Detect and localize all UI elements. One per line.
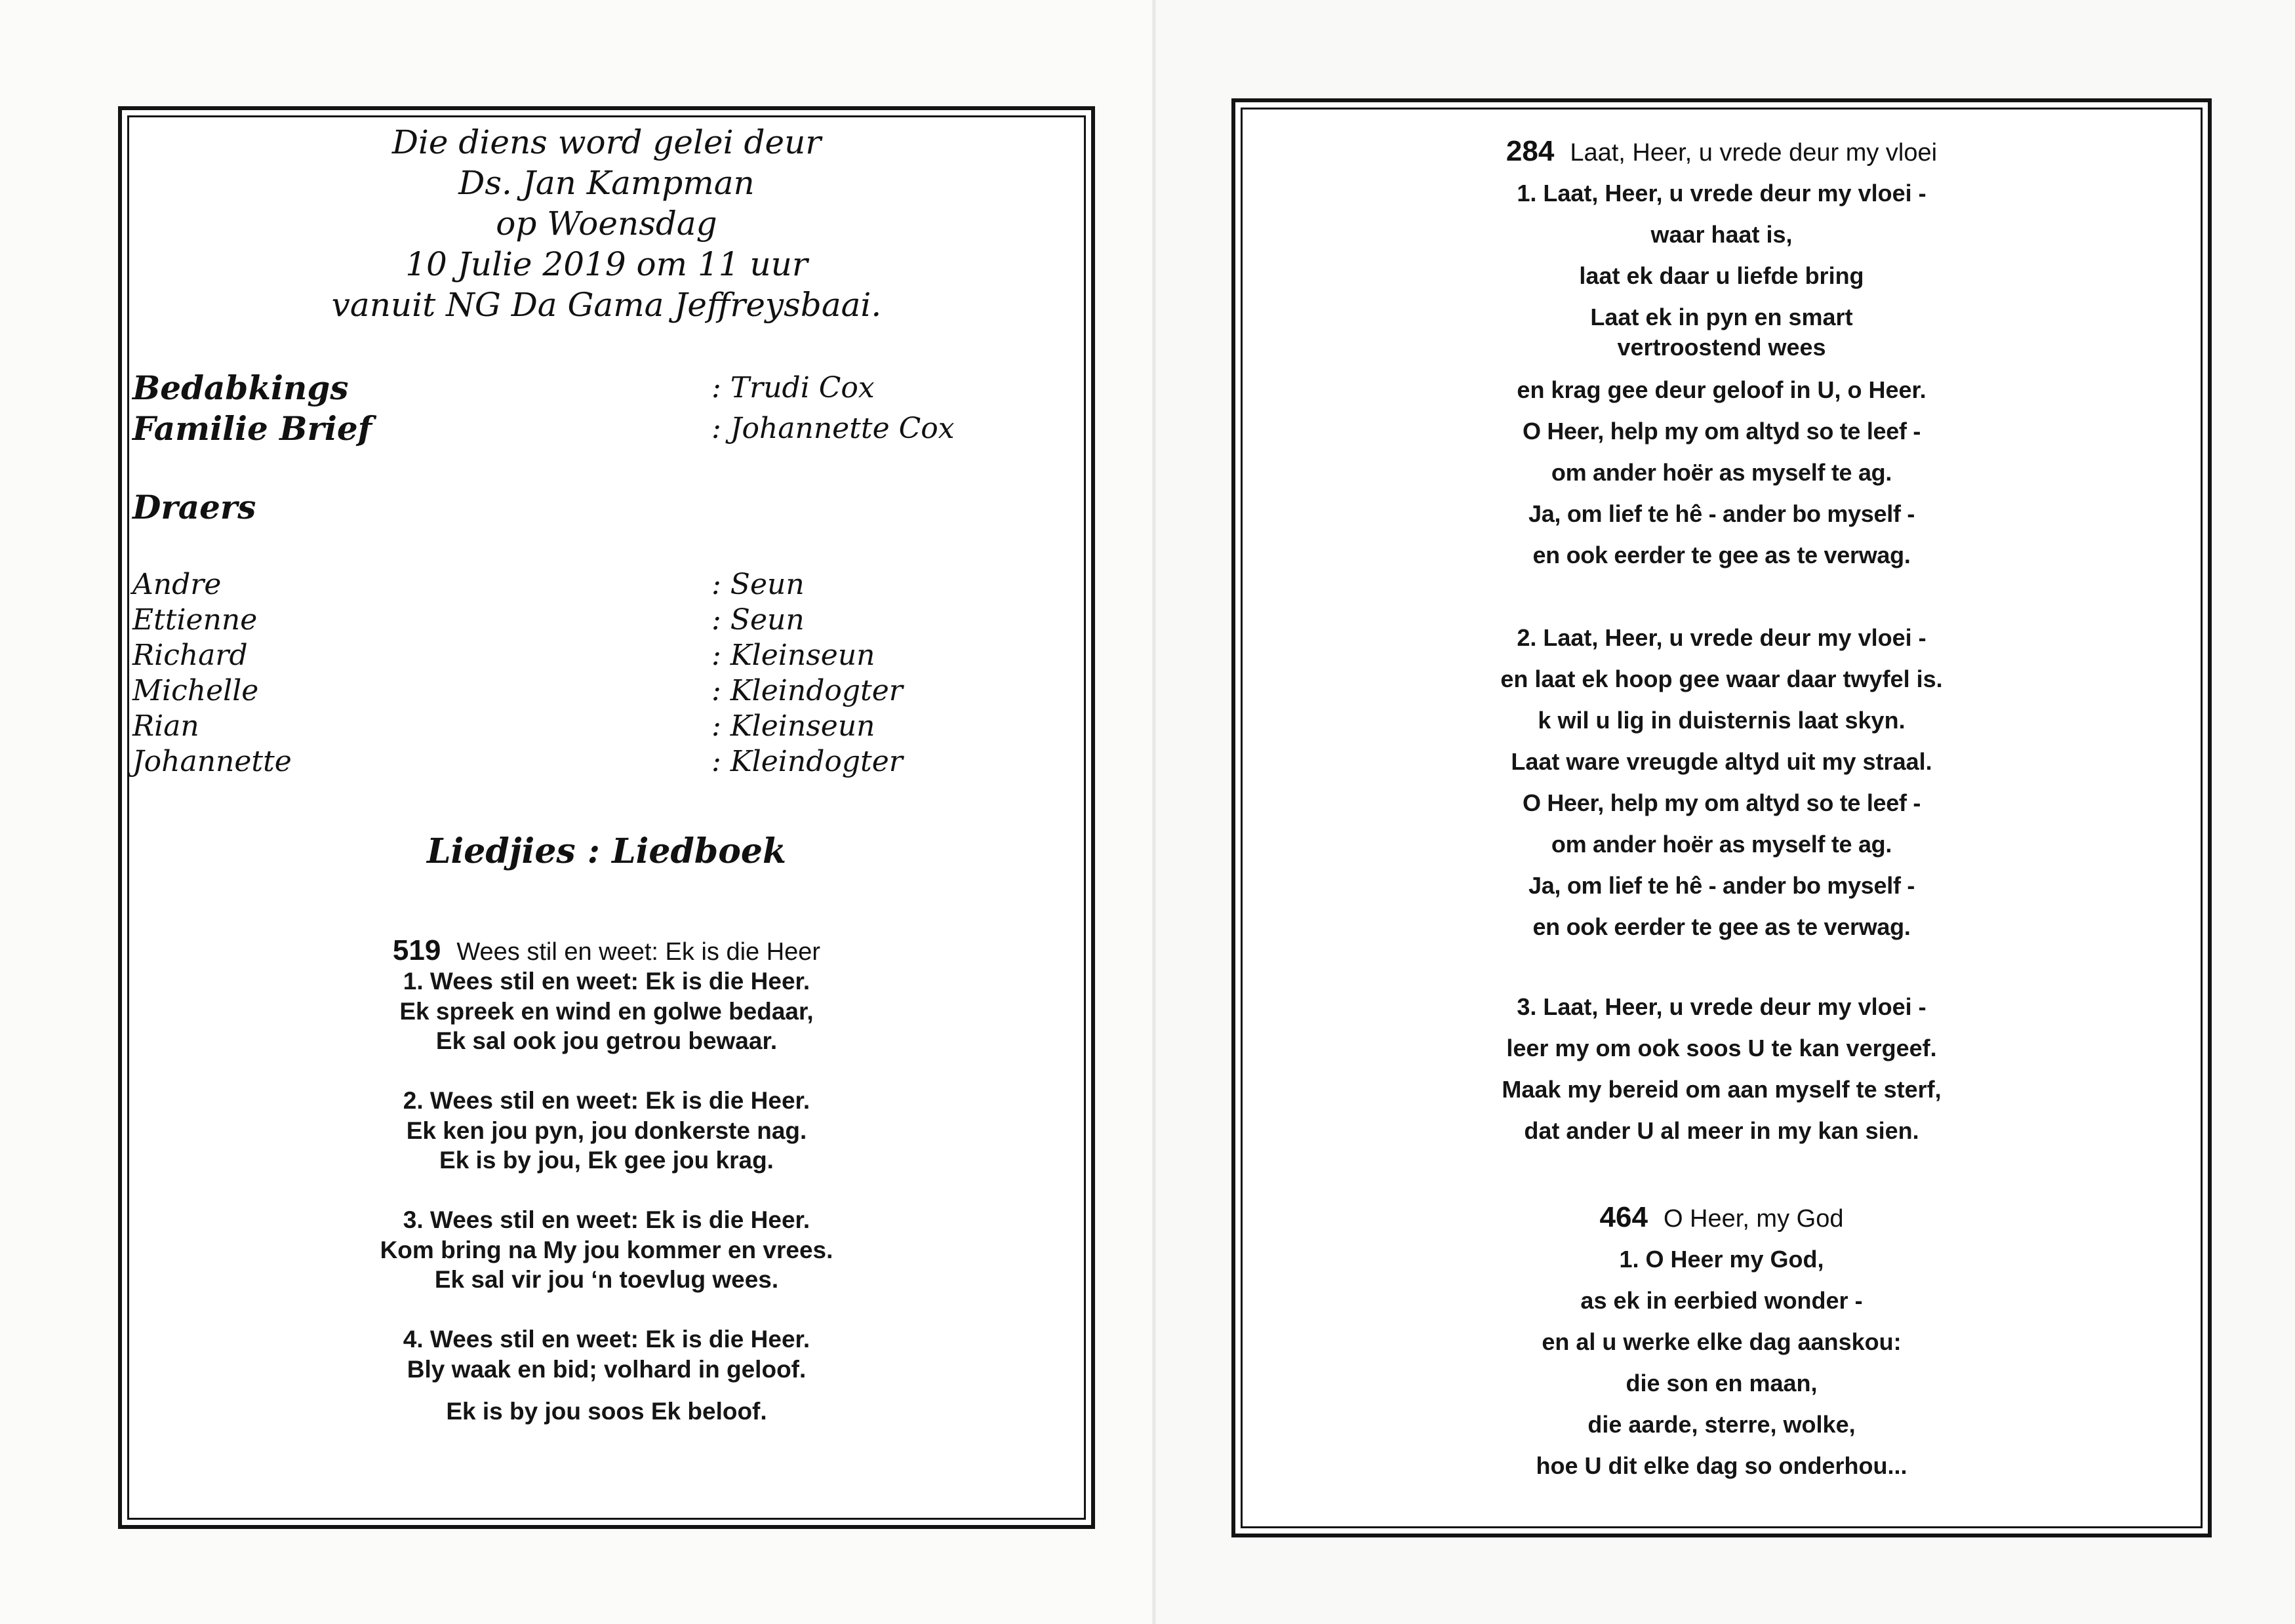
bearer-relation: : Kleinseun xyxy=(711,639,875,672)
service-heading-line: op Woensdag xyxy=(496,205,717,243)
hymn-284-title-row xyxy=(1231,135,2212,168)
lyric-line: 1. Wees stil en weet: Ek is die Heer. xyxy=(403,968,810,995)
lyric-line: Kom bring na My jou kommer en vrees. xyxy=(380,1237,833,1263)
lyric-line: vertroostend wees xyxy=(1617,334,1826,361)
lyric-line: en laat ek hoop gee waar daar twyfel is. xyxy=(1500,665,1943,692)
chorus-line: Ja, om lief te hê - ander bo myself - xyxy=(1528,872,1915,899)
chorus-line: O Heer, help my om altyd so te leef - xyxy=(1522,789,1921,816)
hymn-number: 519 xyxy=(392,934,441,966)
hymn-number: 464 xyxy=(1599,1201,1648,1233)
chorus-line: O Heer, help my om altyd so te leef - xyxy=(1522,418,1921,445)
lyric-line: Ek sal vir jou ‘n toevlug wees. xyxy=(434,1266,779,1293)
bearer-name: Richard xyxy=(132,639,248,672)
lyric-line: laat ek daar u liefde bring xyxy=(1579,262,1864,289)
bearer-name: Rian xyxy=(132,709,199,743)
bearer-relation: : Kleindogter xyxy=(711,674,903,707)
chorus-line: om ander hoër as myself te ag. xyxy=(1551,459,1892,486)
chorus-line: en ook eerder te gee as te verwag. xyxy=(1532,542,1911,568)
role-value: : Trudi Cox xyxy=(711,371,875,405)
service-heading-line: Die diens word gelei deur xyxy=(391,123,822,161)
lyric-line: die son en maan, xyxy=(1626,1370,1818,1396)
role-value: : Johannette Cox xyxy=(711,412,955,445)
lyric-line: en krag gee deur geloof in U, o Heer. xyxy=(1517,376,1926,403)
lyric-line: Maak my bereid om aan myself te sterf, xyxy=(1502,1076,1942,1103)
lyric-line: as ek in eerbied wonder - xyxy=(1580,1287,1863,1314)
role-label: Bedabkings xyxy=(132,368,349,407)
lyric-line: waar haat is, xyxy=(1650,221,1793,248)
lyric-line: Ek is by jou soos Ek beloof. xyxy=(446,1398,767,1425)
lyric-line: Laat ek in pyn en smart xyxy=(1590,304,1853,330)
lyric-line: hoe U dit elke dag so onderhou... xyxy=(1536,1452,1907,1479)
bearer-name: Andre xyxy=(132,568,222,601)
lyric-line: 3. Laat, Heer, u vrede deur my vloei - xyxy=(1517,993,1926,1020)
chorus-line: en ook eerder te gee as te verwag. xyxy=(1532,913,1911,940)
bearer-relation: : Seun xyxy=(711,603,805,637)
hymn-title: O Heer, my God xyxy=(1663,1205,1844,1233)
lyric-line: Bly waak en bid; volhard in geloof. xyxy=(407,1356,807,1383)
service-heading-line: 10 Julie 2019 om 11 uur xyxy=(405,245,808,283)
lyric-line: 2. Wees stil en weet: Ek is die Heer. xyxy=(403,1087,810,1114)
lyric-line: 2. Laat, Heer, u vrede deur my vloei - xyxy=(1517,624,1926,651)
lyric-line: Ek sal ook jou getrou bewaar. xyxy=(435,1027,778,1054)
bearer-name: Michelle xyxy=(132,674,259,707)
lyric-line: 1. Laat, Heer, u vrede deur my vloei - xyxy=(1517,180,1926,207)
lyric-line: leer my om ook soos U te kan vergeef. xyxy=(1506,1035,1937,1061)
hymn-number: 284 xyxy=(1506,135,1555,167)
lyric-line: die aarde, sterre, wolke, xyxy=(1587,1411,1856,1438)
left-page-inner-border xyxy=(127,115,1086,1520)
lyric-line: en al u werke elke dag aanskou: xyxy=(1542,1328,1902,1355)
lyric-line: Ek ken jou pyn, jou donkerste nag. xyxy=(406,1117,807,1144)
bearer-relation: : Kleinseun xyxy=(711,709,875,743)
hymn-519-title-row xyxy=(118,934,1095,967)
lyric-line: Ek spreek en wind en golwe bedaar, xyxy=(399,998,814,1025)
bearers-heading: Draers xyxy=(132,488,256,526)
lyric-line: 1. O Heer my God, xyxy=(1619,1246,1824,1273)
hymn-464-title-row xyxy=(1231,1201,2212,1234)
hymn-title: Wees stil en weet: Ek is die Heer xyxy=(456,938,821,966)
page-fold xyxy=(1152,0,1156,1624)
bearer-name: Ettienne xyxy=(132,603,258,637)
chorus-line: Ja, om lief te hê - ander bo myself - xyxy=(1528,500,1915,527)
lyric-line: Ek is by jou, Ek gee jou krag. xyxy=(439,1147,774,1174)
service-heading-line: vanuit NG Da Gama Jeffreysbaai. xyxy=(331,286,882,324)
bearer-name: Johannette xyxy=(132,745,292,778)
role-label: Familie Brief xyxy=(132,409,372,448)
lyric-line: 3. Wees stil en weet: Ek is die Heer. xyxy=(403,1206,810,1233)
bearer-relation: : Seun xyxy=(711,568,805,601)
songs-heading: Liedjies : Liedboek xyxy=(426,831,786,871)
chorus-line: om ander hoër as myself te ag. xyxy=(1551,831,1892,858)
hymn-title: Laat, Heer, u vrede deur my vloei xyxy=(1570,139,1938,167)
lyric-line: Laat ware vreugde altyd uit my straal. xyxy=(1511,748,1932,775)
service-heading-line: Ds. Jan Kampman xyxy=(458,164,755,202)
bearer-relation: : Kleindogter xyxy=(711,745,903,778)
lyric-line: dat ander U al meer in my kan sien. xyxy=(1524,1117,1919,1144)
lyric-line: k wil u lig in duisternis laat skyn. xyxy=(1538,707,1906,734)
lyric-line: 4. Wees stil en weet: Ek is die Heer. xyxy=(403,1326,810,1353)
